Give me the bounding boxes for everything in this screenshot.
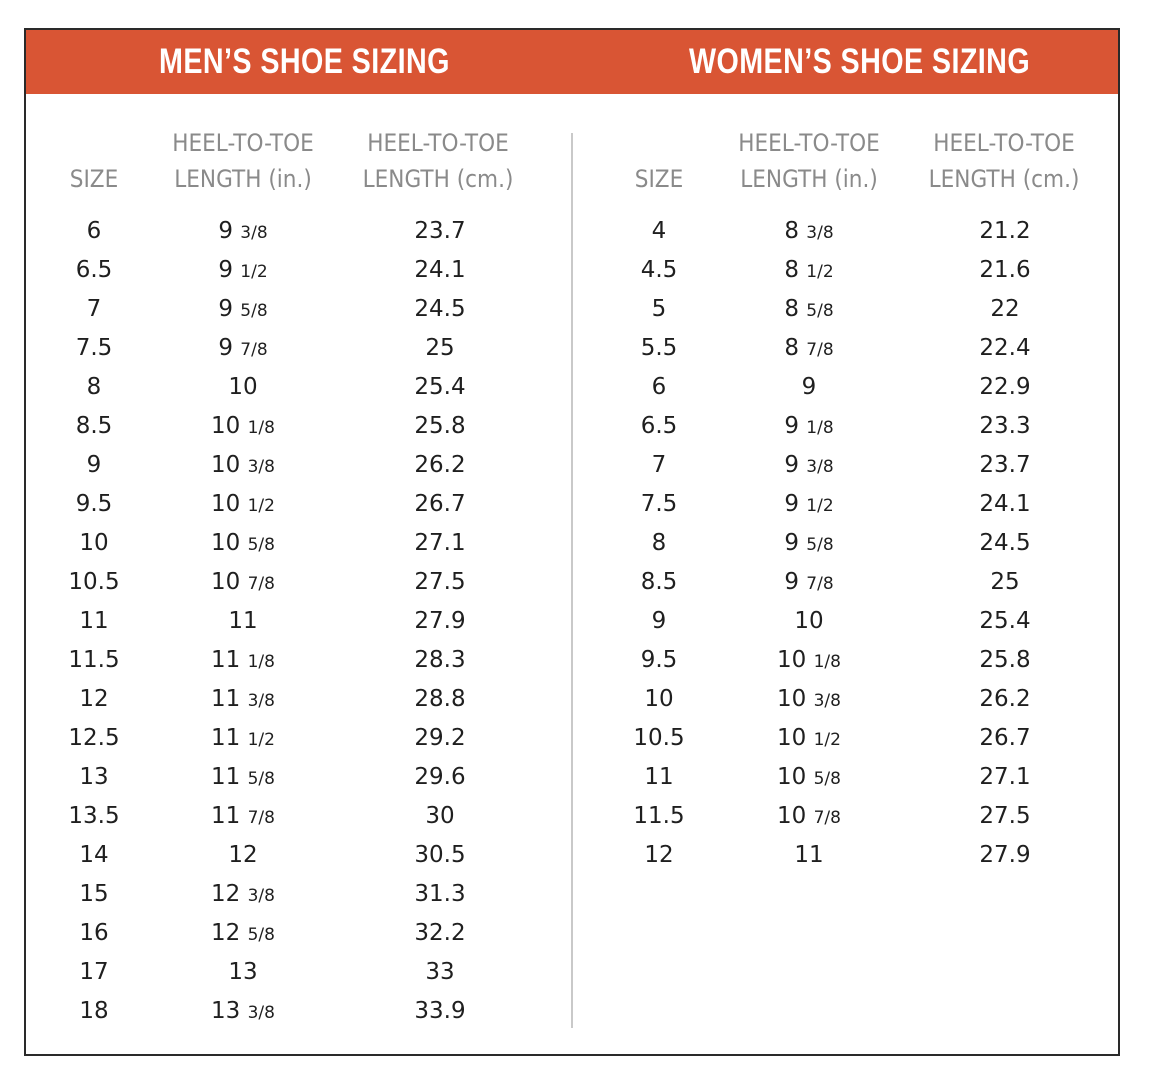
size-cell: 8 bbox=[86, 374, 102, 400]
cm-length-cell: 26.2 bbox=[414, 452, 466, 478]
inch-fraction: 3/8 bbox=[813, 691, 841, 711]
inch-whole: 10 bbox=[211, 530, 241, 556]
inch-fraction: 3/8 bbox=[806, 457, 834, 477]
size-cell: 14 bbox=[79, 842, 109, 868]
size-cell: 17 bbox=[79, 959, 109, 985]
inch-length-cell bbox=[711, 797, 907, 838]
size-cell: 6 bbox=[86, 218, 102, 244]
inch-fraction: 7/8 bbox=[240, 340, 268, 360]
inch-whole: 8 bbox=[784, 257, 799, 283]
inch-fraction: 5/8 bbox=[806, 535, 834, 555]
mens-size-header: SIZE bbox=[69, 165, 119, 193]
inch-fraction: 1/2 bbox=[240, 262, 268, 282]
inch-fraction: 1/8 bbox=[247, 418, 275, 438]
cm-length-cell: 26.7 bbox=[979, 725, 1031, 751]
table-row bbox=[26, 602, 1118, 641]
inch-whole: 11 bbox=[211, 764, 241, 790]
size-cell: 7 bbox=[86, 296, 102, 322]
inch-fraction: 7/8 bbox=[247, 574, 275, 594]
inch-whole: 8 bbox=[784, 218, 799, 244]
cm-length-cell: 21.2 bbox=[979, 218, 1031, 244]
size-cell: 7 bbox=[651, 452, 667, 478]
cm-length-cell: 30 bbox=[425, 803, 455, 829]
inch-whole: 10 bbox=[777, 647, 807, 673]
size-cell: 8 bbox=[651, 530, 667, 556]
inch-length-cell bbox=[145, 914, 341, 955]
table-row bbox=[26, 485, 1118, 524]
inch-fraction: 5/8 bbox=[813, 769, 841, 789]
inch-whole: 9 bbox=[218, 218, 233, 244]
inch-length-cell bbox=[145, 992, 341, 1033]
size-cell: 5 bbox=[651, 296, 667, 322]
cm-length-cell: 28.3 bbox=[414, 647, 466, 673]
inch-fraction: 1/2 bbox=[806, 262, 834, 282]
size-cell: 7.5 bbox=[640, 491, 678, 517]
cm-length-cell: 27.1 bbox=[979, 764, 1031, 790]
inch-whole: 11 bbox=[228, 608, 258, 634]
inch-fraction: 1/8 bbox=[813, 652, 841, 672]
cm-length-cell: 26.7 bbox=[414, 491, 466, 517]
inch-whole: 10 bbox=[211, 413, 241, 439]
table-row bbox=[26, 446, 1118, 485]
cm-length-cell: 27.1 bbox=[414, 530, 466, 556]
table-row bbox=[26, 914, 1118, 953]
womens-cm-header-line2: LENGTH (cm.) bbox=[928, 165, 1080, 193]
inch-whole: 11 bbox=[211, 647, 241, 673]
table-row bbox=[26, 641, 1118, 680]
size-cell: 10 bbox=[644, 686, 674, 712]
table-row bbox=[26, 212, 1118, 251]
inch-fraction: 5/8 bbox=[247, 925, 275, 945]
inch-fraction: 1/2 bbox=[247, 730, 275, 750]
inch-length-cell bbox=[711, 329, 907, 370]
inch-length-cell bbox=[711, 680, 907, 721]
inch-whole: 9 bbox=[784, 491, 799, 517]
cm-length-cell: 27.5 bbox=[414, 569, 466, 595]
mens-inch-header-line2: LENGTH (in.) bbox=[174, 165, 312, 193]
inch-fraction: 3/8 bbox=[247, 886, 275, 906]
inch-whole: 9 bbox=[218, 257, 233, 283]
cm-length-cell: 27.9 bbox=[979, 842, 1031, 868]
inch-whole: 9 bbox=[801, 374, 817, 400]
cm-length-cell: 25.8 bbox=[979, 647, 1031, 673]
womens-title: WOMEN’S SHOE SIZING bbox=[689, 42, 1031, 81]
table-row bbox=[26, 719, 1118, 758]
cm-length-cell: 25 bbox=[425, 335, 455, 361]
size-cell: 8.5 bbox=[75, 413, 113, 439]
cm-length-cell: 23.7 bbox=[979, 452, 1031, 478]
inch-whole: 11 bbox=[211, 725, 241, 751]
mens-title: MEN’S SHOE SIZING bbox=[159, 42, 450, 81]
inch-whole: 10 bbox=[777, 725, 807, 751]
inch-length-cell bbox=[711, 836, 907, 875]
inch-fraction: 1/8 bbox=[806, 418, 834, 438]
size-cell: 6 bbox=[651, 374, 667, 400]
inch-fraction: 5/8 bbox=[247, 769, 275, 789]
inch-fraction: 1/2 bbox=[247, 496, 275, 516]
cm-length-cell: 22.9 bbox=[979, 374, 1031, 400]
inch-length-cell bbox=[711, 407, 907, 448]
inch-fraction: 1/8 bbox=[247, 652, 275, 672]
inch-whole: 9 bbox=[218, 296, 233, 322]
table-row bbox=[26, 251, 1118, 290]
table-row bbox=[26, 407, 1118, 446]
inch-fraction: 3/8 bbox=[247, 1003, 275, 1023]
inch-fraction: 3/8 bbox=[247, 457, 275, 477]
inch-whole: 12 bbox=[228, 842, 258, 868]
cm-length-cell: 33 bbox=[425, 959, 455, 985]
size-cell: 12 bbox=[79, 686, 109, 712]
cm-length-cell: 27.5 bbox=[979, 803, 1031, 829]
size-cell: 9 bbox=[86, 452, 102, 478]
inch-fraction: 3/8 bbox=[247, 691, 275, 711]
size-cell: 12 bbox=[644, 842, 674, 868]
size-cell: 10 bbox=[79, 530, 109, 556]
size-cell: 5.5 bbox=[640, 335, 678, 361]
cm-length-cell: 24.5 bbox=[414, 296, 466, 322]
cm-length-cell: 32.2 bbox=[414, 920, 466, 946]
inch-length-cell bbox=[711, 251, 907, 292]
mens-cm-header-line1: HEEL-TO-TOE bbox=[367, 129, 509, 157]
inch-fraction: 7/8 bbox=[806, 340, 834, 360]
inch-length-cell bbox=[711, 446, 907, 487]
size-cell: 11 bbox=[79, 608, 109, 634]
size-cell: 9.5 bbox=[75, 491, 113, 517]
table-row bbox=[26, 290, 1118, 329]
inch-fraction: 5/8 bbox=[240, 301, 268, 321]
table-row bbox=[26, 953, 1118, 992]
inch-whole: 12 bbox=[211, 881, 241, 907]
size-cell: 12.5 bbox=[68, 725, 120, 751]
inch-fraction: 1/2 bbox=[806, 496, 834, 516]
size-cell: 4 bbox=[651, 218, 667, 244]
cm-length-cell: 30.5 bbox=[414, 842, 466, 868]
inch-length-cell bbox=[711, 641, 907, 682]
cm-length-cell: 25.8 bbox=[414, 413, 466, 439]
title-banner bbox=[26, 30, 1118, 94]
size-cell: 4.5 bbox=[640, 257, 678, 283]
womens-inch-header-line1: HEEL-TO-TOE bbox=[738, 129, 880, 157]
table-row bbox=[26, 368, 1118, 407]
cm-length-cell: 27.9 bbox=[414, 608, 466, 634]
size-cell: 13 bbox=[79, 764, 109, 790]
cm-length-cell: 24.1 bbox=[979, 491, 1031, 517]
inch-whole: 10 bbox=[777, 803, 807, 829]
cm-length-cell: 25 bbox=[990, 569, 1020, 595]
womens-size-header: SIZE bbox=[634, 165, 684, 193]
cm-length-cell: 25.4 bbox=[414, 374, 466, 400]
table-row bbox=[26, 836, 1118, 875]
size-cell: 10.5 bbox=[68, 569, 120, 595]
inch-whole: 10 bbox=[777, 686, 807, 712]
size-cell: 10.5 bbox=[633, 725, 685, 751]
size-cell: 11.5 bbox=[633, 803, 685, 829]
inch-whole: 12 bbox=[211, 920, 241, 946]
inch-length-cell bbox=[711, 485, 907, 526]
size-cell: 13.5 bbox=[68, 803, 120, 829]
womens-cm-header-line1: HEEL-TO-TOE bbox=[933, 129, 1075, 157]
inch-whole: 10 bbox=[228, 374, 258, 400]
inch-whole: 8 bbox=[784, 335, 799, 361]
inch-length-cell bbox=[711, 602, 907, 641]
inch-fraction: 7/8 bbox=[247, 808, 275, 828]
table-row bbox=[26, 680, 1118, 719]
size-cell: 8.5 bbox=[640, 569, 678, 595]
table-row bbox=[26, 563, 1118, 602]
inch-whole: 10 bbox=[211, 491, 241, 517]
cm-length-cell: 23.3 bbox=[979, 413, 1031, 439]
inch-length-cell bbox=[711, 290, 907, 331]
cm-length-cell: 24.5 bbox=[979, 530, 1031, 556]
size-chart bbox=[24, 28, 1120, 1056]
size-cell: 11 bbox=[644, 764, 674, 790]
inch-whole: 9 bbox=[784, 413, 799, 439]
cm-length-cell: 26.2 bbox=[979, 686, 1031, 712]
inch-fraction: 7/8 bbox=[806, 574, 834, 594]
size-cell: 16 bbox=[79, 920, 109, 946]
inch-length-cell bbox=[711, 563, 907, 604]
inch-length-cell bbox=[711, 368, 907, 407]
inch-fraction: 7/8 bbox=[813, 808, 841, 828]
inch-length-cell bbox=[711, 719, 907, 760]
table-row bbox=[26, 797, 1118, 836]
inch-length-cell bbox=[711, 212, 907, 253]
size-cell: 9 bbox=[651, 608, 667, 634]
inch-whole: 8 bbox=[784, 296, 799, 322]
inch-length-cell bbox=[711, 524, 907, 565]
inch-whole: 10 bbox=[777, 764, 807, 790]
inch-fraction: 1/2 bbox=[813, 730, 841, 750]
inch-whole: 10 bbox=[794, 608, 824, 634]
cm-length-cell: 22.4 bbox=[979, 335, 1031, 361]
size-cell: 6.5 bbox=[640, 413, 678, 439]
inch-length-cell bbox=[711, 758, 907, 799]
inch-whole: 13 bbox=[228, 959, 258, 985]
size-cell: 18 bbox=[79, 998, 109, 1024]
inch-length-cell bbox=[145, 953, 341, 992]
cm-length-cell: 22 bbox=[990, 296, 1020, 322]
cm-length-cell: 24.1 bbox=[414, 257, 466, 283]
cm-length-cell: 33.9 bbox=[414, 998, 466, 1024]
size-cell: 11.5 bbox=[68, 647, 120, 673]
inch-whole: 9 bbox=[784, 452, 799, 478]
mens-inch-header-line1: HEEL-TO-TOE bbox=[172, 129, 314, 157]
cm-length-cell: 21.6 bbox=[979, 257, 1031, 283]
cm-length-cell: 31.3 bbox=[414, 881, 466, 907]
inch-length-cell bbox=[145, 875, 341, 916]
inch-fraction: 5/8 bbox=[247, 535, 275, 555]
table-row bbox=[26, 758, 1118, 797]
size-cell: 9.5 bbox=[640, 647, 678, 673]
inch-whole: 10 bbox=[211, 452, 241, 478]
inch-fraction: 5/8 bbox=[806, 301, 834, 321]
inch-whole: 10 bbox=[211, 569, 241, 595]
inch-whole: 9 bbox=[218, 335, 233, 361]
table-row bbox=[26, 524, 1118, 563]
inch-whole: 13 bbox=[211, 998, 241, 1024]
inch-whole: 11 bbox=[794, 842, 824, 868]
cm-length-cell: 28.8 bbox=[414, 686, 466, 712]
cm-length-cell: 29.6 bbox=[414, 764, 466, 790]
mens-cm-header-line2: LENGTH (cm.) bbox=[362, 165, 514, 193]
womens-inch-header-line2: LENGTH (in.) bbox=[740, 165, 878, 193]
inch-whole: 9 bbox=[784, 530, 799, 556]
inch-whole: 9 bbox=[784, 569, 799, 595]
size-cell: 7.5 bbox=[75, 335, 113, 361]
inch-whole: 11 bbox=[211, 686, 241, 712]
inch-fraction: 3/8 bbox=[240, 223, 268, 243]
inch-whole: 11 bbox=[211, 803, 241, 829]
inch-fraction: 3/8 bbox=[806, 223, 834, 243]
table-row bbox=[26, 875, 1118, 914]
size-cell: 6.5 bbox=[75, 257, 113, 283]
cm-length-cell: 25.4 bbox=[979, 608, 1031, 634]
cm-length-cell: 23.7 bbox=[414, 218, 466, 244]
table-row bbox=[26, 992, 1118, 1031]
size-cell: 15 bbox=[79, 881, 109, 907]
cm-length-cell: 29.2 bbox=[414, 725, 466, 751]
table-row bbox=[26, 329, 1118, 368]
